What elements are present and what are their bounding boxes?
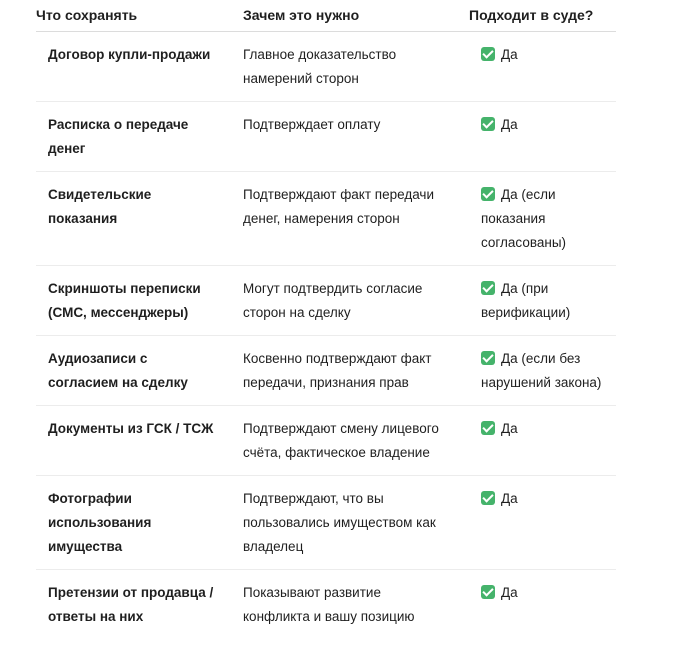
table-row xyxy=(36,476,616,570)
table-row xyxy=(36,266,616,336)
table-row xyxy=(36,336,616,406)
check-mark-button-icon xyxy=(481,491,495,505)
row-court xyxy=(469,32,616,102)
check-mark-button-icon xyxy=(481,187,495,201)
row-court xyxy=(469,406,616,476)
header-what: Что сохранять xyxy=(36,0,233,32)
row-what: Договор купли-продажи xyxy=(36,32,233,102)
table-row xyxy=(36,406,616,476)
check-mark-button-icon xyxy=(481,47,495,61)
table-row xyxy=(36,102,616,172)
row-court xyxy=(469,336,616,406)
row-what: Расписка о передаче денег xyxy=(36,102,233,172)
header-why: Зачем это нужно xyxy=(233,0,469,32)
check-mark-button-icon xyxy=(481,421,495,435)
row-what: Скриншоты переписки (СМС, мессенджеры) xyxy=(36,266,233,336)
row-court-text: Да xyxy=(501,117,518,132)
row-court xyxy=(469,266,616,336)
row-court-text: Да (если показания согласованы) xyxy=(481,187,567,250)
table-header-row xyxy=(36,0,616,32)
row-what: Аудиозаписи с согласием на сделку xyxy=(36,336,233,406)
table-row xyxy=(36,32,616,102)
row-court-text: Да xyxy=(501,421,518,436)
row-court xyxy=(469,102,616,172)
row-what: Претензии от продавца / ответы на них xyxy=(48,585,214,624)
row-what: Документы из ГСК / ТСЖ xyxy=(36,406,233,476)
row-why: Главное доказательство намерений сторон xyxy=(233,32,469,102)
row-court xyxy=(469,476,616,570)
row-what: Фотографии использования имущества xyxy=(36,476,233,570)
row-why: Подтверждает оплату xyxy=(233,102,469,172)
row-why: Показывают развитие конфликта и вашу позицию xyxy=(243,585,415,624)
table-row xyxy=(36,570,616,640)
row-court-text: Да (при верификации) xyxy=(481,281,571,320)
row-what: Свидетельские показания xyxy=(36,172,233,266)
row-court xyxy=(469,172,616,266)
evidence-table xyxy=(36,0,616,639)
row-court xyxy=(469,570,616,640)
row-why: Подтверждают смену лицевого счёта, фактическое владение xyxy=(233,406,469,476)
check-mark-button-icon xyxy=(481,351,495,365)
row-why: Косвенно подтверждают факт передачи, признания прав xyxy=(233,336,469,406)
row-why: Подтверждают, что вы пользовались имуществом как владелец xyxy=(233,476,469,570)
row-court-text: Да xyxy=(501,585,518,600)
row-court-text: Да (если без нарушений закона) xyxy=(481,351,602,390)
row-court-text: Да xyxy=(501,491,518,506)
row-why: Могут подтвердить согласие сторон на сделку xyxy=(233,266,469,336)
check-mark-button-icon xyxy=(481,117,495,131)
check-mark-button-icon xyxy=(481,585,495,599)
check-mark-button-icon xyxy=(481,281,495,295)
row-why: Подтверждают факт передачи денег, намерения сторон xyxy=(233,172,469,266)
table-row xyxy=(36,172,616,266)
row-court-text: Да xyxy=(501,47,518,62)
header-court: Подходит в суде? xyxy=(469,0,616,32)
